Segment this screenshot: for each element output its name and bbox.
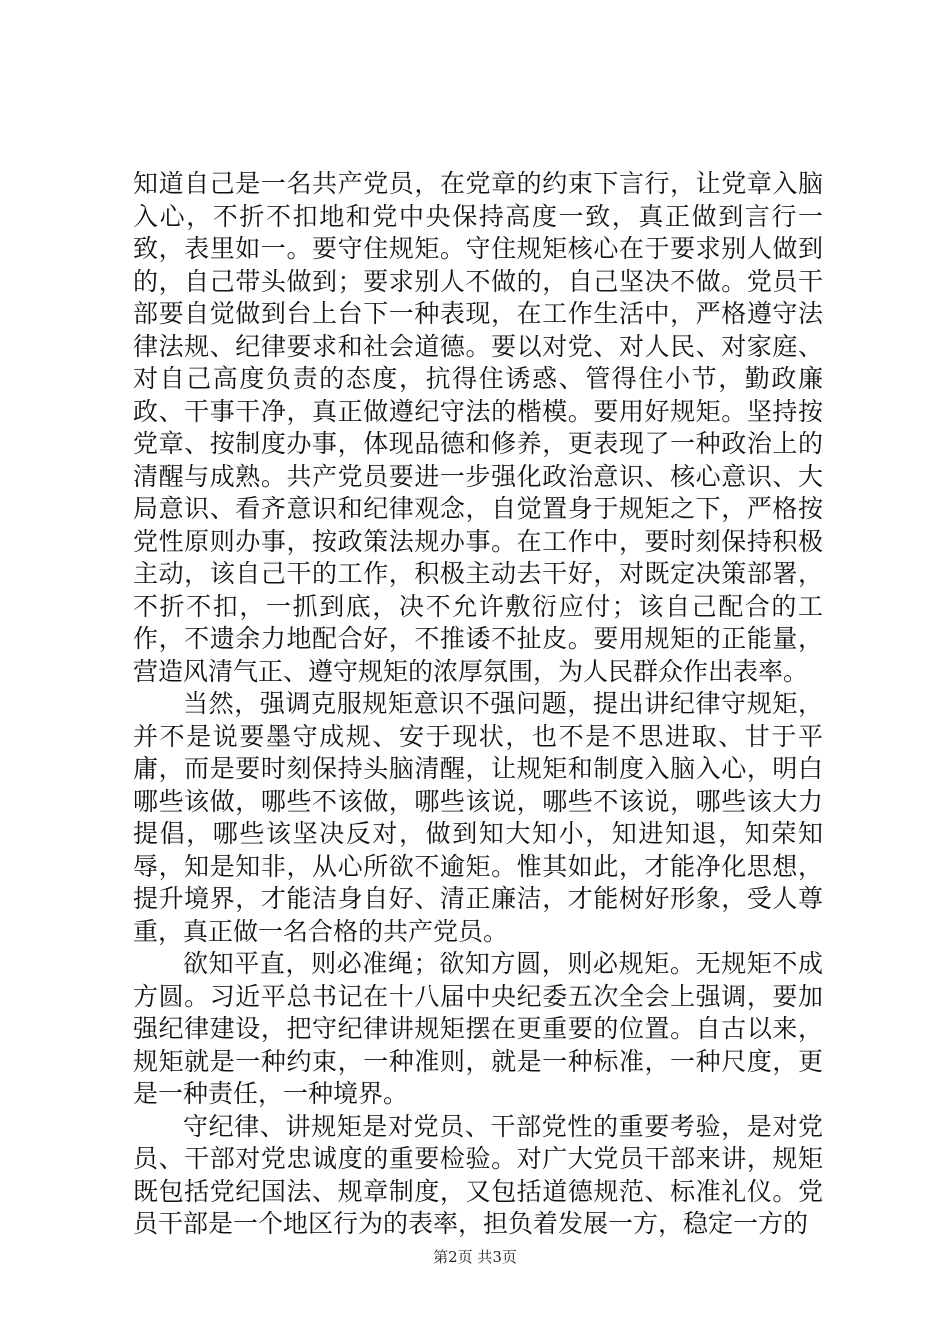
- page-footer: 第2页 共3页: [433, 1248, 517, 1266]
- paragraph-3: 欲知平直，则必准绳；欲知方圆，则必规矩。无规矩不成方圆。习近平总书记在十八届中央纪委五次全会上强调，要加强纪律建设，把守纪律讲规矩摆在更重要的位置。自古以来，规矩就是一种约束，一种准则，就是一种标准，一种尺度，更是一种责任，一种境界。: [133, 949, 823, 1108]
- paragraph-1: 知道自己是一名共产党员，在党章的约束下言行，让党章入脑入心，不折不扣地和党中央保持高度一致，真正做到言行一致，表里如一。要守住规矩。守住规矩核心在于要求别人做到的，自己带头做到；要求别人不做的，自己坚决不做。党员干部要自觉做到台上台下一种表现，在工作生活中，严格遵守法律法规、纪律要求和社会道德。要以对党、对人民、对家庭、对自己高度负责的态度，抗得住诱惑、管得住小节，勤政廉政、干事干净，真正做遵纪守法的楷模。要用好规矩。坚持按党章、按制度办事，体现品德和修养，更表现了一种政治上的清醒与成熟。共产党员要进一步强化政治意识、核心意识、大局意识、看齐意识和纪律观念，自觉置身于规矩之下，严格按党性原则办事，按政策法规办事。在工作中，要时刻保持积极主动，该自己干的工作，积极主动去干好，对既定决策部署，不折不扣，一抓到底，决不允许敷衍应付；该自己配合的工作，不遗余力地配合好，不推诿不扯皮。要用规矩的正能量，营造风清气正、遵守规矩的浓厚氛围，为人民群众作出表率。: [133, 169, 823, 686]
- paragraph-2: 当然，强调克服规矩意识不强问题，提出讲纪律守规矩，并不是说要墨守成规、安于现状，也不是不思进取、甘于平庸，而是要时刻保持头脑清醒，让规矩和制度入脑入心，明白哪些该做，哪些不该做，哪些该说，哪些不该说，哪些该大力提倡，哪些该坚决反对，做到知大知小，知进知退，知荣知辱，知是知非，从心所欲不逾矩。惟其如此，才能净化思想，提升境界，才能洁身自好、清正廉洁，才能树好形象，受人尊重，真正做一名合格的共产党员。: [133, 689, 823, 946]
- document-body: [133, 168, 823, 1241]
- paragraph-4: 守纪律、讲规矩是对党员、干部党性的重要考验，是对党员、干部对党忠诚度的重要检验。对广大党员干部来讲，规矩既包括党纪国法、规章制度，又包括道德规范、标准礼仪。党员干部是一个地区行为的表率，担负着发展一方，稳定一方的: [133, 1111, 823, 1238]
